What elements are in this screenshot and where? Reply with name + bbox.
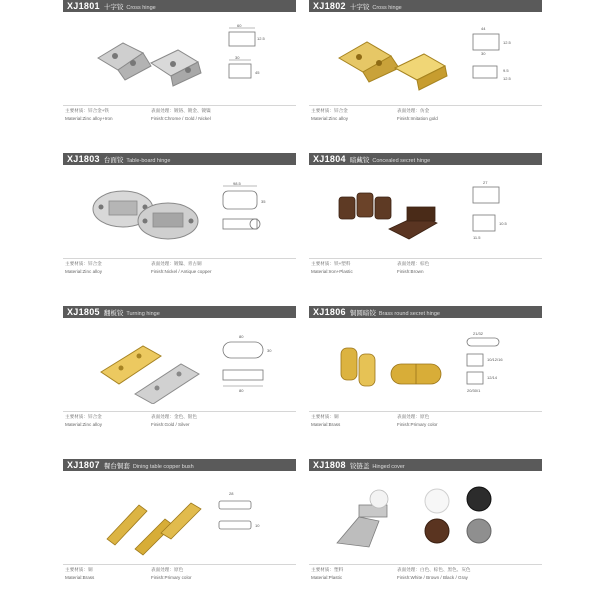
- spec-table: [309, 105, 542, 124]
- dimension-diagram: [213, 175, 283, 247]
- material-cn: 主要材质：锌合金: [311, 108, 348, 113]
- dim-label: 80: [239, 334, 244, 339]
- brass-round-hinge-open-image: [341, 348, 375, 386]
- table-hinge-copper-image: [138, 203, 198, 239]
- dim-label: 60: [237, 23, 242, 28]
- spec-table: [63, 105, 296, 124]
- product-photo: [73, 171, 213, 251]
- gold-turning-hinge-image: [101, 346, 161, 384]
- material-en: Material:Zinc alloy: [311, 116, 349, 121]
- product-code: XJ1806: [313, 307, 346, 317]
- product-name-cn: 台面铰: [103, 157, 124, 164]
- finish-en: Finish:White / Brown / Black / Gray: [397, 575, 468, 580]
- dimension-diagram: [213, 481, 283, 553]
- product-code: XJ1807: [67, 460, 100, 470]
- material-en: Material:Zinc alloy: [65, 269, 103, 274]
- product-card: [309, 459, 542, 582]
- product-code: XJ1802: [313, 1, 346, 11]
- dimension-diagram: [213, 22, 283, 94]
- dim-label: 12/14: [487, 375, 498, 380]
- product-header: [309, 459, 542, 471]
- product-name-cn: 暗藏铰: [349, 157, 370, 164]
- dim-label: 10: [255, 523, 260, 528]
- dimension-diagram: [459, 22, 529, 94]
- product-card: [309, 0, 542, 123]
- product-code: XJ1808: [313, 460, 346, 470]
- dimension-diagram: [459, 175, 529, 247]
- material-cn: 主要材质：铜: [311, 414, 339, 419]
- product-name-en: Cross hinge: [372, 5, 402, 11]
- product-name-en: Table-board hinge: [126, 158, 171, 164]
- finish-cn: 表面处理：棕色: [397, 261, 430, 266]
- concealed-hinge-open-image: [339, 193, 391, 219]
- product-name-cn: 铜圆暗铰: [349, 310, 376, 317]
- material-cn: 主要材质：塑料: [311, 567, 344, 572]
- dim-label: 12.5: [503, 76, 511, 81]
- dim-label: 44: [481, 26, 486, 31]
- dim-label: 80: [239, 388, 244, 393]
- gold-cross-hinge-closed-image: [395, 54, 447, 90]
- product-card: [309, 306, 542, 429]
- product-name-cn: 铰链盖: [349, 463, 370, 470]
- concealed-hinge-closed-image: [389, 207, 437, 239]
- finish-en: Finish:Primary color: [397, 422, 438, 427]
- product-header: [309, 0, 542, 12]
- product-photo: [319, 324, 459, 404]
- product-header: [63, 306, 296, 318]
- finish-en: Finish:Nickel / Antique copper: [151, 269, 212, 274]
- material-cn: 主要材质：锌合金+铁: [65, 108, 110, 113]
- product-name-en: Turning hinge: [126, 311, 160, 317]
- dimension-diagram: [459, 328, 529, 400]
- spec-table: [309, 411, 542, 430]
- material-en: Material:Zinc alloy+Iron: [65, 116, 113, 121]
- product-photo: [73, 477, 213, 557]
- product-name-cn: 十字铰: [103, 4, 124, 11]
- material-cn: 主要材质：锌合金: [65, 261, 102, 266]
- finish-cn: 表面处理：金色、银色: [151, 414, 197, 419]
- spec-table: [309, 258, 542, 277]
- material-cn: 主要材质：铜: [65, 567, 93, 572]
- dimension-diagram: [213, 328, 283, 400]
- product-card: [63, 153, 296, 276]
- gold-cross-hinge-open-image: [339, 42, 399, 82]
- silver-turning-hinge-image: [135, 364, 199, 404]
- brass-round-hinge-closed-image: [391, 364, 441, 384]
- product-photo: [319, 477, 509, 557]
- material-en: Material:Plastic: [311, 575, 343, 580]
- dim-label: 9.5: [503, 68, 509, 73]
- finish-en: Finish:Primary color: [151, 575, 192, 580]
- product-code: XJ1804: [313, 154, 346, 164]
- dim-label: 11.5: [473, 235, 481, 240]
- finish-cn: 表面处理：镀铬、镀金、镀镍: [151, 108, 211, 113]
- product-code: XJ1803: [67, 154, 100, 164]
- dim-label: 12.5: [257, 36, 265, 41]
- hinge-cover-caps-image: [425, 487, 491, 543]
- finish-en: Finish:Chrome / Gold / Nickel: [151, 116, 211, 121]
- finish-en: Finish:Imitation gold: [397, 116, 438, 121]
- material-en: Material:Brass: [65, 575, 95, 580]
- dim-label: 27: [483, 180, 488, 185]
- spec-table: [63, 258, 296, 277]
- product-code: XJ1805: [67, 307, 100, 317]
- material-en: Material:Iron+Plastic: [311, 269, 353, 274]
- dim-label: 10/12/16: [487, 357, 503, 362]
- spec-table: [63, 564, 296, 583]
- dim-label: 21/32: [473, 331, 484, 336]
- product-header: [63, 0, 296, 12]
- dim-label: 30: [235, 55, 240, 60]
- dim-label: 12.5: [503, 40, 511, 45]
- material-en: Material:Zinc alloy: [65, 422, 103, 427]
- finish-en: Finish:Gold / Silver: [151, 422, 190, 427]
- product-header: [309, 153, 542, 165]
- copper-bush-pair-image: [107, 503, 201, 555]
- product-name-en: Dining table copper bush: [132, 464, 194, 470]
- product-card: [309, 153, 542, 276]
- dim-label: 30: [267, 348, 272, 353]
- dim-label: 98.5: [233, 181, 241, 186]
- finish-cn: 表面处理：白色、棕色、黑色、灰色: [397, 567, 471, 572]
- product-code: XJ1801: [67, 1, 100, 11]
- product-name-en: Concealed secret hinge: [372, 158, 431, 164]
- dim-label: 30: [481, 51, 486, 56]
- product-name-en: Brass round secret hinge: [378, 311, 440, 317]
- cross-hinge-closed-image: [151, 50, 201, 86]
- product-header: [63, 153, 296, 165]
- dim-label: 45: [255, 70, 260, 75]
- material-cn: 主要材质：铁+塑料: [311, 261, 351, 266]
- product-name-cn: 十字铰: [349, 4, 370, 11]
- spec-table: [63, 411, 296, 430]
- product-photo: [73, 324, 213, 404]
- product-card: [63, 0, 296, 123]
- product-photo: [319, 18, 459, 98]
- dim-label: 20/30/1: [467, 388, 481, 393]
- hinge-with-cover-image: [337, 490, 388, 547]
- finish-en: Finish:Brown: [397, 269, 424, 274]
- finish-cn: 表面处理：镀镍、青古铜: [151, 261, 202, 266]
- product-photo: [319, 171, 459, 251]
- spec-table: [309, 564, 542, 583]
- finish-cn: 表面处理：原色: [397, 414, 430, 419]
- product-header: [309, 306, 542, 318]
- product-name-cn: 餐台铜套: [103, 463, 130, 470]
- finish-cn: 表面处理：原色: [151, 567, 184, 572]
- product-name-en: Hinged cover: [372, 464, 405, 470]
- dim-label: 35: [261, 199, 266, 204]
- product-card: [63, 306, 296, 429]
- product-name-cn: 翻板铰: [103, 310, 124, 317]
- product-header: [63, 459, 296, 471]
- material-cn: 主要材质：锌合金: [65, 414, 102, 419]
- product-card: [63, 459, 296, 582]
- finish-cn: 表面处理：仿金: [397, 108, 430, 113]
- dim-label: 28: [229, 491, 234, 496]
- dim-label: 10.5: [499, 221, 507, 226]
- product-name-en: Cross hinge: [126, 5, 156, 11]
- cross-hinge-open-image: [98, 43, 151, 80]
- product-photo: [73, 18, 213, 98]
- material-en: Material:Brass: [311, 422, 341, 427]
